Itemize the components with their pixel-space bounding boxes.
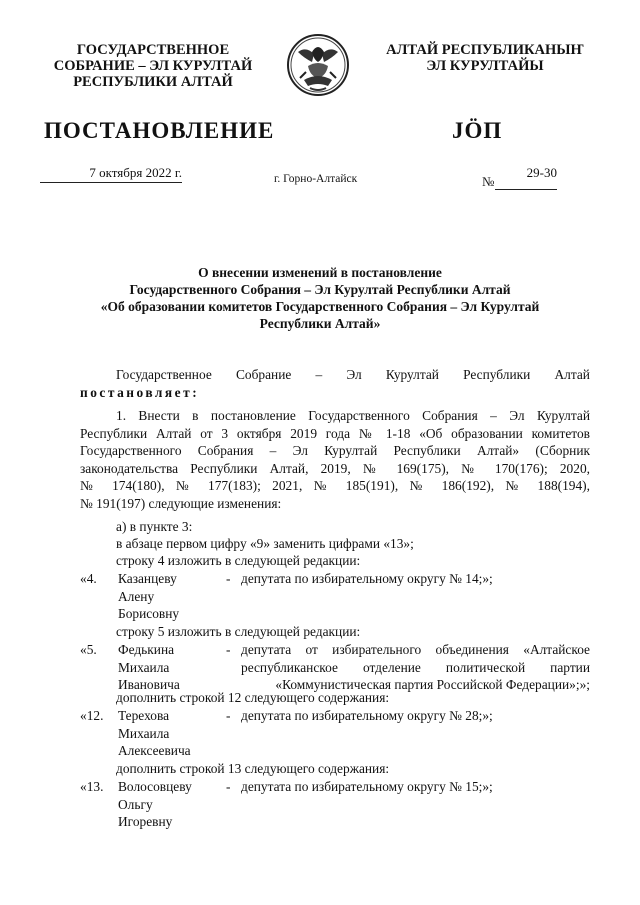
clause-line: 1. Внести в постановление Государственного Собрания – Эл Курултай (116, 408, 590, 423)
preamble-word: Государственное (116, 367, 212, 382)
preamble (80, 366, 590, 401)
entry-name (118, 778, 192, 831)
entry-dash: - (226, 642, 231, 657)
entry-name-line: Михаила (118, 725, 170, 741)
entry-desc (241, 707, 590, 725)
entry-name (118, 570, 179, 623)
entry-number: «13. (80, 779, 104, 794)
header-left-line: СОБРАНИЕ – ЭЛ КУРУЛТАЙ (53, 58, 253, 74)
entry-desc (241, 570, 590, 588)
date-field (40, 165, 182, 183)
header-right-line: ЭЛ КУРУЛТАЙЫ (426, 58, 544, 74)
document-title (50, 264, 590, 332)
entry-dash: - (226, 571, 231, 586)
entry-name-line: Борисовну (118, 606, 180, 622)
number-value: 29-30 (495, 165, 557, 190)
preamble-line1 (80, 366, 590, 384)
preamble-word: – (315, 367, 323, 382)
entry-name-line: Алену (118, 588, 155, 604)
clause-line: № 174(180), № 177(183); 2021, № 185(191), № 186(192), № 188(194), (80, 478, 590, 494)
city: г. Горно-Алтайск (274, 173, 358, 185)
entry-desc (241, 641, 590, 694)
change-a: а) в пункте 3: (116, 519, 193, 534)
entry-name-line: Казанцеву (118, 571, 177, 586)
number-label: № (482, 174, 495, 189)
header-right-line: АЛТАЙ РЕСПУБЛИКАНЫҤ (386, 42, 584, 58)
entry-desc-line: республиканское отделение политической партии (241, 659, 590, 675)
clause-line: № 191(197) следующие изменения: (80, 495, 282, 511)
doc-type-ru: ПОСТАНОВЛЕНИЕ (44, 118, 275, 143)
clause-line: Республики Алтай от 3 октября 2019 года № 1-18 «Об образовании комитетов (80, 425, 590, 441)
change-add13-intro: дополнить строкой 13 следующего содержания: (116, 761, 390, 776)
entry-desc-line: «Коммунистическая партия Российской Федерации»;»; (275, 677, 590, 693)
preamble-word: Республики (463, 367, 531, 382)
entry-dash: - (226, 708, 231, 723)
entry-name-line: Ивановича (118, 677, 180, 693)
date-value: 7 октября 2022 г. (89, 165, 182, 180)
preamble-resolve: постановляет: (80, 384, 200, 400)
entry-name-line: Ольгу (118, 796, 153, 812)
coat-of-arms-emblem (286, 32, 350, 98)
entry-number: «12. (80, 708, 104, 723)
entry-name-line: Игоревну (118, 814, 173, 830)
header-left (38, 42, 268, 90)
doc-type-alt: JӦП (452, 118, 503, 143)
entry-desc-line: депутата по избирательному округу № 28;»; (241, 708, 493, 723)
change-first-paragraph: в абзаце первом цифру «9» заменить цифрами «13»; (116, 536, 414, 551)
preamble-word: Курултай (385, 367, 439, 382)
title-line: Республики Алтай» (259, 316, 381, 331)
clause-1 (80, 407, 590, 513)
entry-desc-line: депутата от избирательного объединения «Алтайское (241, 642, 590, 657)
entry-dash: - (226, 779, 231, 794)
entry-desc (241, 778, 590, 796)
title-line: Государственного Собрания – Эл Курултай Республики Алтай (129, 282, 511, 297)
entry-name-line: Федькина (118, 642, 175, 657)
title-line: «Об образовании комитетов Государственного Собрания – Эл Курултай (100, 299, 540, 314)
entry-name (118, 641, 180, 694)
entry-name-line: Михаила (118, 659, 170, 675)
change-line4-intro: строку 4 изложить в следующей редакции: (116, 553, 361, 568)
preamble-word: Эл (346, 367, 362, 382)
header-left-line: ГОСУДАРСТВЕННОЕ (76, 42, 230, 58)
entry-name (118, 707, 191, 760)
entry-name-line: Терехова (118, 708, 170, 723)
header-right (370, 42, 600, 74)
entry-desc-line: депутата по избирательному округу № 14;»; (241, 571, 493, 586)
entry-desc-line: депутата по избирательному округу № 15;»; (241, 779, 493, 794)
entry-name-line: Волосовцеву (118, 779, 192, 794)
title-line: О внесении изменений в постановление (198, 265, 442, 280)
entry-name-line: Алексеевича (118, 743, 191, 759)
clause-line: законодательства Республики Алтай, 2019, № 169(175), № 170(176); 2020, (80, 460, 590, 476)
change-add12-intro: дополнить строкой 12 следующего содержания: (116, 690, 390, 705)
preamble-word: Собрание (235, 367, 292, 382)
preamble-word: Алтай (554, 367, 590, 382)
change-line5-intro: строку 5 изложить в следующей редакции: (116, 624, 361, 639)
entry-number: «4. (80, 571, 97, 586)
header-left-line: РЕСПУБЛИКИ АЛТАЙ (73, 74, 233, 90)
clause-line: Государственного Собрания – Эл Курултай Республики Алтай» (Сборник (80, 443, 590, 459)
entry-number: «5. (80, 642, 97, 657)
